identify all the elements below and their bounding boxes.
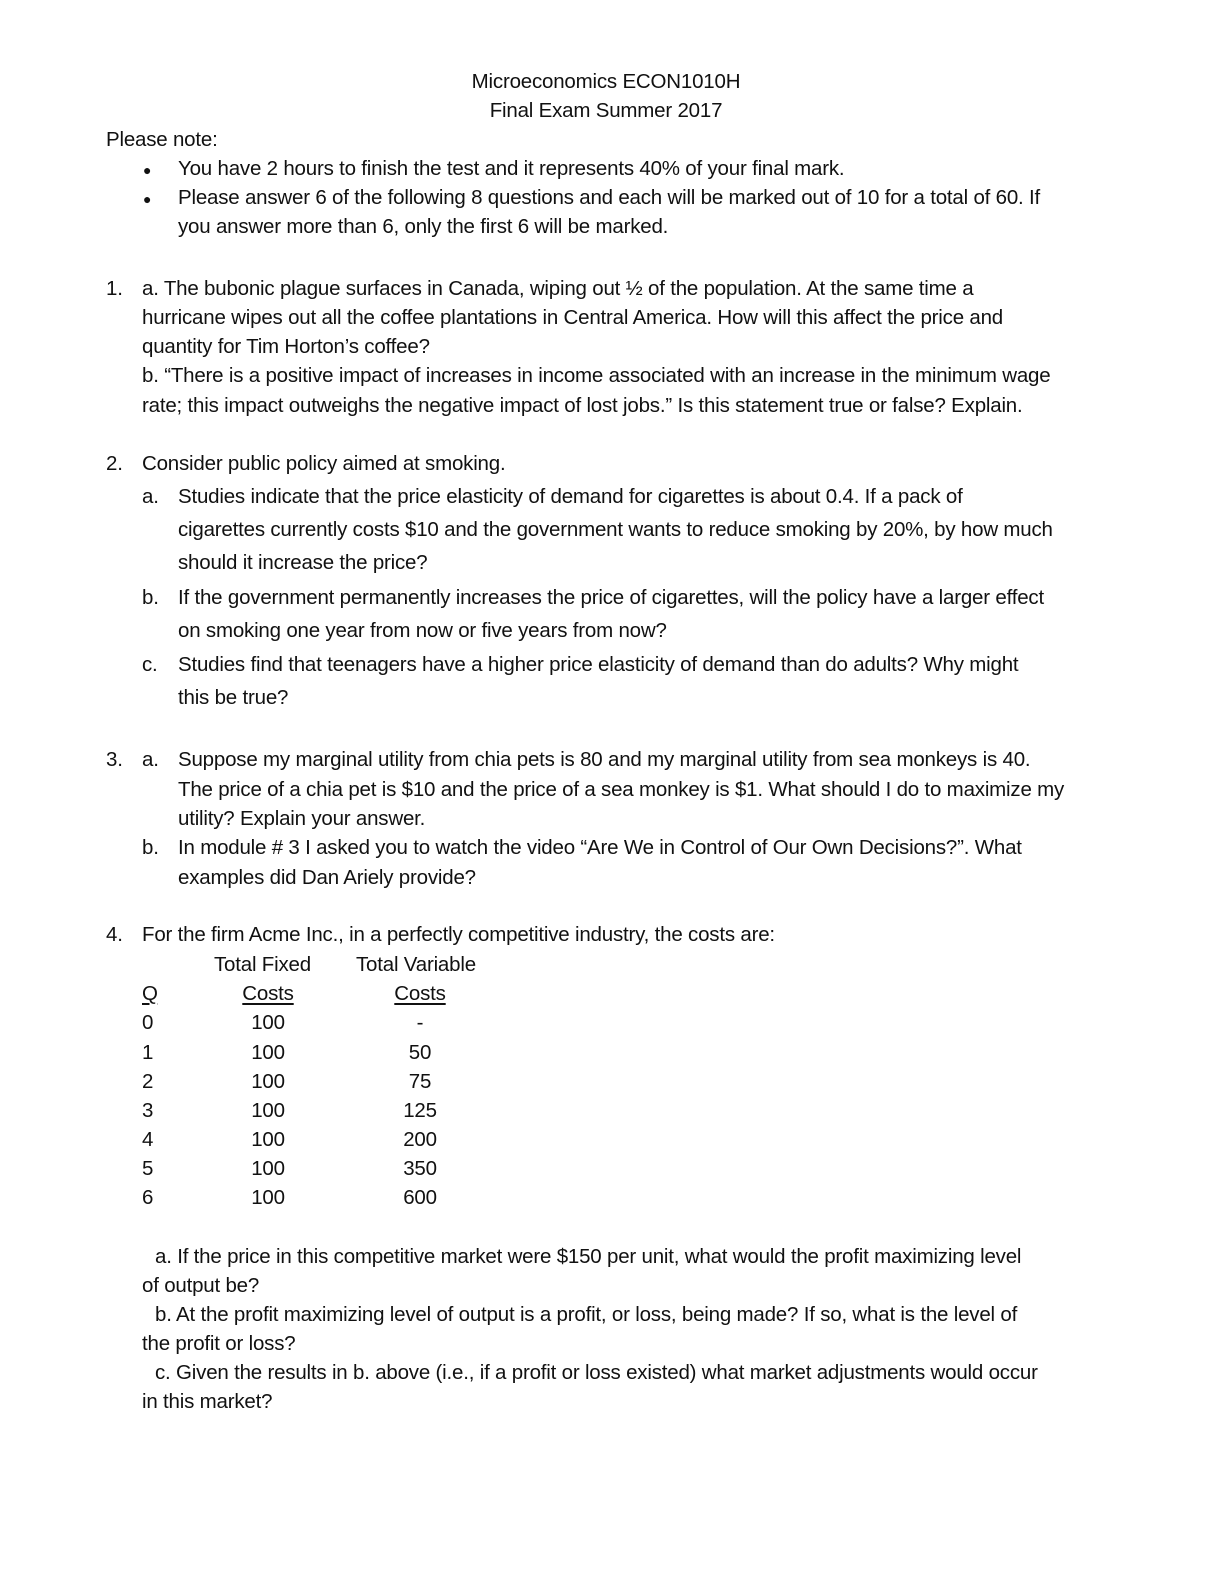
cell-q: 5 <box>142 1157 154 1180</box>
cell-q: 4 <box>142 1128 154 1151</box>
question-number: 1. <box>106 277 123 300</box>
question-text: b. At the profit maximizing level of output is a profit, or loss, being made? If so, what is the level of <box>155 1303 1018 1326</box>
part-text: Studies find that teenagers have a higher price elasticity of demand than do adults? Why might <box>178 653 1019 676</box>
cell-fixed: 100 <box>251 1011 285 1034</box>
part-label: c. <box>142 653 158 676</box>
cell-variable: 200 <box>403 1128 437 1151</box>
question-text: c. Given the results in b. above (i.e., if a profit or loss existed) what market adjustments would occur <box>155 1361 1038 1384</box>
question-text: b. “There is a positive impact of increases in income associated with an increase in the minimum wage <box>142 364 1051 387</box>
question-text: the profit or loss? <box>142 1332 296 1355</box>
cell-variable: 350 <box>403 1157 437 1180</box>
question-text: a. If the price in this competitive market were $150 per unit, what would the profit maximizing level <box>155 1245 1022 1268</box>
part-label: b. <box>142 586 159 609</box>
part-text: this be true? <box>178 686 289 709</box>
part-text: If the government permanently increases the price of cigarettes, will the policy have a larger effect <box>178 586 1044 609</box>
part-text: should it increase the price? <box>178 551 428 574</box>
note-item-continued: you answer more than 6, only the first 6 will be marked. <box>178 215 669 238</box>
part-text: The price of a chia pet is $10 and the price of a sea monkey is $1. What should I do to maximize my <box>178 778 1065 801</box>
cell-fixed: 100 <box>251 1157 285 1180</box>
course-title: Microeconomics ECON1010H <box>471 70 741 93</box>
question-text: a. The bubonic plague surfaces in Canada, wiping out ½ of the population. At the same time a <box>142 277 974 300</box>
cell-q: 3 <box>142 1099 154 1122</box>
question-intro: Consider public policy aimed at smoking. <box>142 452 506 475</box>
cell-variable: 75 <box>408 1070 432 1093</box>
notes-heading: Please note: <box>106 128 218 151</box>
cell-q: 1 <box>142 1041 154 1064</box>
cell-variable: - <box>416 1011 424 1034</box>
cell-fixed: 100 <box>251 1186 285 1209</box>
note-item: You have 2 hours to finish the test and it represents 40% of your final mark. <box>178 157 845 180</box>
cell-variable: 125 <box>403 1099 437 1122</box>
cell-fixed: 100 <box>251 1041 285 1064</box>
question-intro: For the firm Acme Inc., in a perfectly competitive industry, the costs are: <box>142 923 775 946</box>
part-text: Suppose my marginal utility from chia pets is 80 and my marginal utility from sea monkeys is 40. <box>178 748 1031 771</box>
bullet-icon: ● <box>143 162 152 178</box>
cell-fixed: 100 <box>251 1099 285 1122</box>
header-fixed-costs: Costs <box>242 982 294 1005</box>
header-fixed-top: Total Fixed <box>214 953 311 976</box>
question-text: rate; this impact outweighs the negative impact of lost jobs.” Is this statement true or false? Explain. <box>142 394 1023 417</box>
cell-variable: 600 <box>403 1186 437 1209</box>
question-text: in this market? <box>142 1390 273 1413</box>
header-q: Q <box>142 982 158 1005</box>
part-text: examples did Dan Ariely provide? <box>178 866 476 889</box>
bullet-icon: ● <box>143 191 152 207</box>
note-item: Please answer 6 of the following 8 questions and each will be marked out of 10 for a total of 60. If <box>178 186 1041 209</box>
cell-q: 6 <box>142 1186 154 1209</box>
part-text: cigarettes currently costs $10 and the government wants to reduce smoking by 20%, by how much <box>178 518 1053 541</box>
part-text: In module # 3 I asked you to watch the video “Are We in Control of Our Own Decisions?”. What <box>178 836 1022 859</box>
header-variable-costs: Costs <box>394 982 446 1005</box>
cell-q: 2 <box>142 1070 154 1093</box>
question-number: 4. <box>106 923 123 946</box>
exam-title: Final Exam Summer 2017 <box>489 99 723 122</box>
part-text: on smoking one year from now or five years from now? <box>178 619 667 642</box>
question-number: 3. <box>106 748 123 771</box>
cell-variable: 50 <box>408 1041 432 1064</box>
cell-q: 0 <box>142 1011 154 1034</box>
part-text: utility? Explain your answer. <box>178 807 426 830</box>
header-variable-top: Total Variable <box>356 953 476 976</box>
question-text: hurricane wipes out all the coffee plantations in Central America. How will this affect the price and <box>142 306 1004 329</box>
cell-fixed: 100 <box>251 1128 285 1151</box>
part-text: Studies indicate that the price elasticity of demand for cigarettes is about 0.4. If a pack of <box>178 485 963 508</box>
part-label: a. <box>142 748 159 771</box>
part-label: b. <box>142 836 159 859</box>
question-text: quantity for Tim Horton’s coffee? <box>142 335 430 358</box>
question-text: of output be? <box>142 1274 260 1297</box>
cell-fixed: 100 <box>251 1070 285 1093</box>
part-label: a. <box>142 485 159 508</box>
question-number: 2. <box>106 452 123 475</box>
